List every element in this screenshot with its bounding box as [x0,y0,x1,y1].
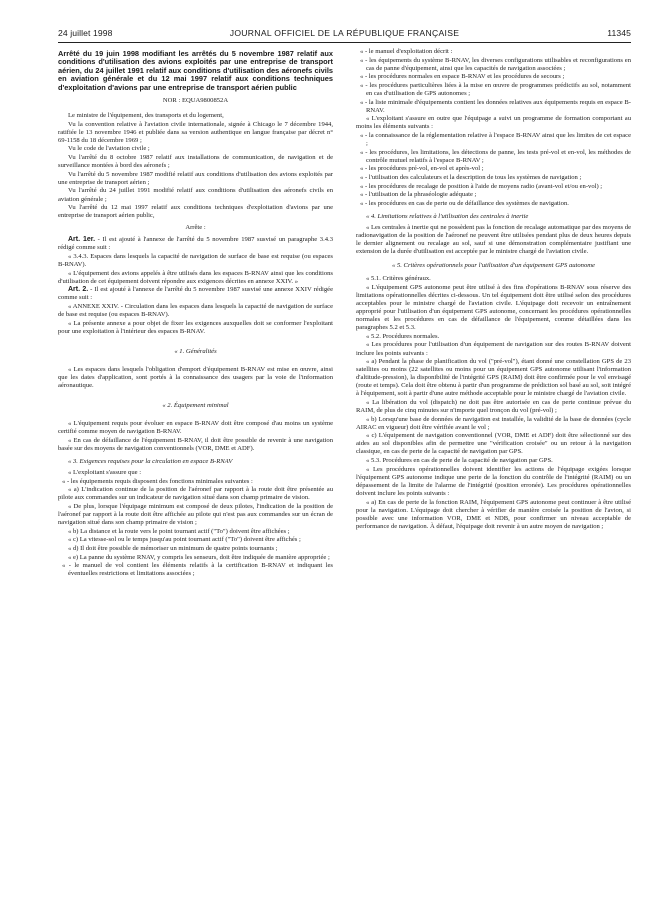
paragraph: « De plus, lorsque l'équipage minimum est composé de deux pilotes, l'indication de la position de l'aéronef par rapport à la route doit être affichée au pilote qui n'est pas aux commandes sur un écran de navigation situé dans son champ primaire de vision ; [58,502,333,526]
paragraph: « L'exploitant s'assure en outre que l'équipage a suivi un programme de formation comportant au moins les éléments suivants : [356,115,631,131]
section-heading: « 4. Limitations relatives à l'utilisation des centrales à inertie [366,213,529,221]
list-item: « - la liste minimale d'équipements contient les données relatives aux équipements requis en espace B-RNAV. [360,98,631,114]
list-item: « - le manuel d'exploitation décrit : [360,48,453,55]
paragraph: « 5.1. Critères généraux. [366,275,431,283]
article-2 [58,286,333,302]
article-2-label: Art. 2. [68,286,89,294]
list-item: « - les équipements requis disposent des fonctions minimales suivantes : [62,477,253,485]
paragraph: « 3.4.3. Espaces dans lesquels la capacité de navigation de surface de base est requise (ou espaces B-RNAV). [58,252,333,269]
list-item: « - les procédures pré-vol, en-vol et après-vol ; [360,165,484,173]
article-1-text: - Il est ajouté à l'annexe de l'arrêté du 5 novembre 1987 susvisé un paragraphe 3.4.3 rédigé comme suit : [58,236,333,252]
right-column [356,48,631,894]
paragraph: « a) Pendant la phase de planification du vol ("pré-vol"), étant donné une constellation GPS de 23 satellites ou moins (22 satellites ou moins pour un équipement GPS autonome utilisant l'information d'altitude-pression), la disponibilité de l'intégrité GPS (RAIM) doit être confirmée pour le vol envisagé (route et temps). Cela doit être obtenu à partir d'un programme de prédiction sol basé au sol, soit intégré à l'équipement, soit à partir d'une autre méthode acceptable pour le ministre chargé de l'aviation civile. [356,358,631,398]
page-number: 11345 [607,28,631,38]
list-item: « - les procédures de recalage de position à l'aide de moyens radio (avant-vol et/ou en-vol) ; [360,182,603,190]
paragraph: « b) Lorsqu'une base de données de navigation est installée, la validité de la base de données (cycle AIRAC en vigueur) doit être vérifiée avant le vol ; [356,415,631,431]
journal-title: JOURNAL OFFICIEL DE LA RÉPUBLIQUE FRANÇAISE [229,28,460,38]
list-item: « - la connaissance de la réglementation relative à l'espace B-RNAV ainsi que les limites de cet espace ; [360,132,631,148]
decree-title: Arrêté du 19 juin 1998 modifiant les arrêtés du 5 novembre 1987 relatif aux conditions d'utilisation des avions exploités par une entreprise de transport aérien, du 24 juillet 1991 relatif aux conditions d'utilisation des aéronefs civils en aviation générale et du 12 mai 1997 relatif aux conditions techniques d'exploitation d'avions par une entreprise de transport aérien public [58,49,333,92]
section-heading: « 2. Équipement minimal [162,402,229,410]
left-column [58,48,333,894]
header-rule [58,42,631,43]
list-item: « - les procédures, les limitations, les détections de panne, les tests pré-vol et en-vol, les méthodes de contrôle mutuel relatifs à l'espace B-RNAV ; [360,148,631,164]
section-heading: « 5. Critères opérationnels pour l'utilisation d'un équipement GPS autonome [392,262,595,270]
article-1-label: Art. 1er. [68,236,96,244]
paragraph: « Les procédures opérationnelles doivent identifier les actions de l'équipage exigées lorsque l'équipement GPS autonome indique une perte de la fonction du contrôle de l'intégrité (RAIM) ou un dépassement de la limite de l'alarme de l'intégrité (position erronée). Les procédures opérationnelles doivent inclure les points suivants : [356,465,631,497]
article-2-text: - Il est ajouté à l'annexe de l'arrêté du 5 novembre 1987 susvisé une annexe XXIV rédigée comme suit : [58,286,333,302]
article-1 [58,236,333,252]
paragraph: « Les espaces dans lesquels l'obligation d'emport d'équipement B-RNAV est mise en œuvre, ainsi que les dates d'application, sont portés à la connaissance des usagers par la voie de l'information aéronautique. [58,365,333,389]
paragraph: Le ministre de l'équipement, des transports et du logement, [68,112,224,120]
paragraph: « c) La vitesse-sol ou le temps jusqu'au point tournant actif ("To") doivent être affichés ; [68,536,301,544]
paragraph: « a) L'indication continue de la position de l'aéronef par rapport à la route doit être présentée au pilote aux commandes sur un indicateur de navigation situé dans son champ primaire de vision. [58,486,333,502]
paragraph: « L'équipement des avions appelés à être utilisés dans les espaces B-RNAV ainsi que les conditions d'utilisation de cet équipement doivent répondre aux exigences décrites en annexe XXIV. » [58,269,333,285]
running-header [58,28,631,40]
paragraph: Vu l'arrêté du 5 novembre 1987 modifié relatif aux conditions d'utilisation des avions exploités par une entreprise de transport aérien ; [58,170,333,186]
paragraph: « La présente annexe a pour objet de fixer les exigences auxquelles doit se conformer l'exploitant pour une exploitation à l'intérieur des espaces B-RNAV. [58,319,333,335]
paragraph: « ANNEXE XXIV. - Circulation dans les espaces dans lesquels la capacité de navigation de surface de base est requise (ou espaces B-RNAV). [58,303,333,319]
paragraph: « La libération du vol (dispatch) ne doit pas être autorisée en cas de perte continue prévue du RAIM, de plus de cinq minutes sur n'importe quel tronçon du vol (pré-vol) ; [356,398,631,415]
paragraph: Vu la convention relative à l'aviation civile internationale, signée à Chicago le 7 décembre 1944, ratifiée le 13 novembre 1946 et publiée dans sa version authentique en langue française par décret n° 69-1158 du 18 décembre 1969 ; [58,120,333,144]
paragraph: « L'équipement GPS autonome peut être utilisé à des fins d'opérations B-RNAV sous réserve des limitations opérationnelles décrites ci-dessous. Un tel équipement doit être utilisé selon des procédures acceptables pour le ministre chargé de l'aviation civile. L'équipage doit recevoir un entraînement approprié pour l'utilisation d'un équipement GPS autonome, concernant les procédures opérationnelles normales et les procédures en cas de défaillance de l'équipement, comme détaillées dans les paragraphes 5.2 et 5.3. [356,283,631,332]
paragraph: Vu l'arrêté du 12 mai 1997 relatif aux conditions techniques d'exploitation d'avions par une entreprise de transport aérien public, [58,204,333,220]
section-heading: « 1. Généralités [174,347,217,355]
paragraph: « En cas de défaillance de l'équipement B-RNAV, il doit être possible de revenir à une navigation basée sur des moyens de navigation conventionnels (VOR, DME et ADF). [58,436,333,452]
header-date: 24 juillet 1998 [58,28,113,38]
paragraph: « 5.3. Procédures en cas de perte de la capacité de navigation par GPS. [366,457,553,465]
paragraph: « 5.2. Procédures normales. [366,332,440,340]
list-item: « - les procédures normales en espace B-RNAV et les procédures de secours ; [360,73,565,81]
paragraph: « a) En cas de perte de la fonction RAIM, l'équipement GPS autonome peut continuer à être utilisé pour la navigation. L'équipage doit chercher à vérifier de manière croisée la position de l'avion, si possible avec une information VOR, DME et NDB, pour confirmer un niveau acceptable de performance de navigation. À défaut, l'équipage doit revenir à un autre moyen de navigation ; [356,498,631,530]
paragraph: « e) La panne du système RNAV, y compris les senseurs, doit être indiquée de manière appropriée ; [68,553,330,561]
paragraph: Vu le code de l'aviation civile ; [68,145,150,153]
paragraph: « b) La distance et la route vers le point tournant actif ("To") doivent être affichées ; [68,527,290,535]
list-item: « - les procédures en cas de perte ou de défaillance des systèmes de navigation. [360,199,569,207]
paragraph: « c) L'équipement de navigation conventionnel (VOR, DME et ADF) doit être sélectionné sur des aides au sol disponibles afin de permettre une "vérification croisée" ou un retour à la navigation classique, en cas de perte de la capacité de navigation par GPS. [356,432,631,456]
section-heading: « 3. Exigences requises pour la circulation en espace B-RNAV [68,457,233,465]
list-item: « - le manuel de vol contient les éléments relatifs à la certification B-RNAV et indiquant les éventuelles restrictions et limitations associées ; [62,562,333,578]
list-item: « - les procédures particulières liées à la mise en œuvre de programmes prédictifs au sol, notamment en cas d'utilisation de GPS autonomes ; [360,81,631,98]
paragraph: « d) Il doit être possible de mémoriser un minimum de quatre points tournants ; [68,544,278,552]
list-item: « - l'utilisation de la phraséologie adéquate ; [360,191,477,199]
paragraph: « Les centrales à inertie qui ne possèdent pas la fonction de recalage automatique par des moyens de radionavigation de la position de l'aéronef ne peuvent être utilisées pendant plus de deux heures depuis le dernier alignement ou recalage au sol, sauf si une démonstration complémentaire justifiant une extension de la durée d'utilisation est acceptée par le ministre chargé de l'aviation civile. [356,224,631,256]
nor-reference: NOR : EQUA9800852A [162,97,229,105]
arrete-heading: Arrête : [185,224,206,232]
list-item: « - les équipements du système B-RNAV, les diverses configurations utilisables et reconfigurations en cas de panne d'équipement, ainsi que les capacités de navigation associées ; [360,56,631,72]
paragraph: Vu l'arrêté du 8 octobre 1987 relatif aux installations de communication, de navigation et de surveillance montées à bord des aéronefs ; [58,154,333,170]
list-item: « - l'utilisation des calculateurs et la description de tous les systèmes de navigation ; [360,174,582,182]
paragraph: Vu l'arrêté du 24 juillet 1991 modifié relatif aux conditions d'utilisation des aéronefs civils en aviation générale ; [58,187,333,203]
paragraph: « Les procédures pour l'utilisation d'un équipement de navigation sur des routes B-RNAV doivent inclure les points suivants : [356,341,631,357]
paragraph: « L'équipement requis pour évoluer en espace B-RNAV doit être composé d'au moins un système certifié comme moyen de navigation B-RNAV. [58,420,333,436]
paragraph: « L'exploitant s'assure que : [68,468,142,476]
